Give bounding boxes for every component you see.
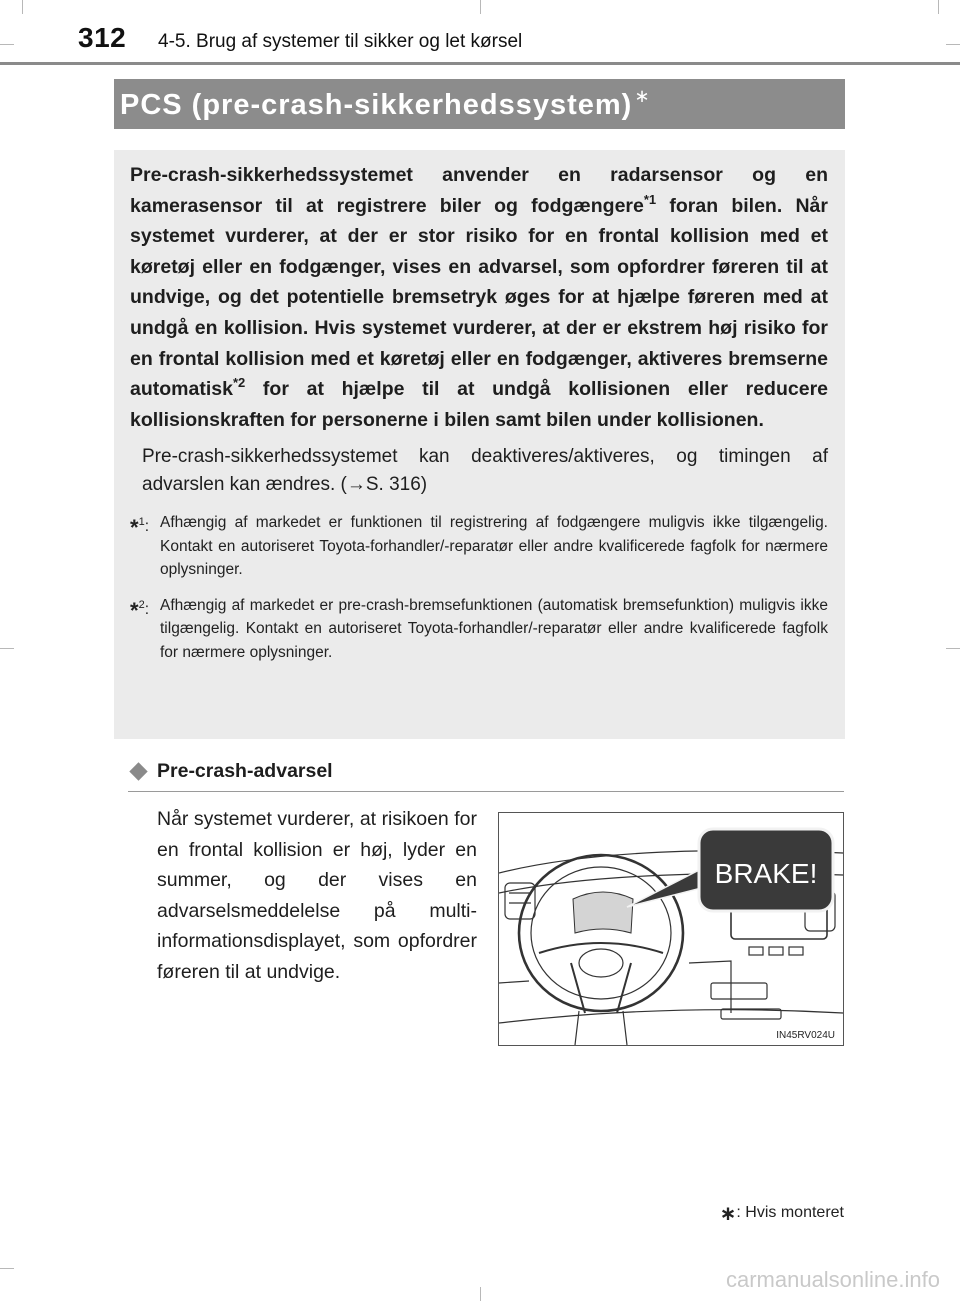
diamond-icon [129, 762, 147, 780]
footnote-marker [130, 594, 160, 665]
crop-mark [22, 0, 23, 14]
section-body: Når systemet vurderer, at risikoen for en frontal kollision er høj, lyder en summer, og der vises en advarselsmeddelelse på multi-informationsdisplayet, som opfordrer føreren til at undvige. [157, 808, 477, 983]
intro-text-3: for at hjælpe til at undgå kollisionen eller reducere kollisionskraften for personerne i bilen samt bilen under kollisionen. [130, 378, 828, 431]
crop-mark [946, 44, 960, 45]
crop-mark [0, 1268, 14, 1269]
footnote-star: * [130, 515, 139, 541]
footnote-marker [130, 511, 160, 582]
footnote-1 [130, 511, 828, 582]
info-box [114, 150, 845, 739]
dashboard-illustration [498, 812, 844, 1046]
footnote-number: 2 [138, 598, 145, 611]
section-heading [128, 760, 844, 792]
installation-note [720, 1201, 844, 1226]
intro-paragraph [130, 160, 828, 435]
page-title [114, 79, 845, 129]
page-number: 312 [78, 22, 127, 53]
footnote-2 [130, 594, 828, 665]
footnote-star: * [130, 597, 139, 623]
crop-mark [480, 1287, 481, 1301]
multi-info-display [573, 892, 633, 933]
crop-mark [946, 648, 960, 649]
crop-mark [938, 0, 939, 14]
section-heading-text: Pre-crash-advarsel [157, 760, 333, 782]
crop-mark [0, 44, 14, 45]
asterisk-marker: ∗ [634, 86, 651, 106]
crop-mark [0, 648, 14, 649]
footnote-colon: : [144, 518, 149, 536]
footnote-text: Afhængig af markedet er funktionen til registrering af fodgængere muligvis ikke tilgængelig. Kontakt en autoriseret Toyota-forhandler/-reparatør eller andre kvalificerede fagfolk for nærmere oplysninger. [160, 514, 828, 579]
settings-note: Pre-crash-sikkerhedssystemet kan deaktiveres/aktiveres, og timingen af advarslen kan ændres. (→S. 316) [142, 446, 828, 496]
asterisk-marker: ∗ [719, 1203, 737, 1225]
footnote-number: 1 [138, 516, 145, 529]
footnote-text: Afhængig af markedet er pre-crash-bremsefunktionen (automatisk bremsefunktion) muligvis ikke tilgængelig. Kontakt en autoriseret Toyota-forhandler/-reparatør eller andre kvalificerede fagfolk for nærmere oplysninger. [160, 596, 828, 661]
brake-warning-label: BRAKE! [714, 858, 818, 889]
footnote-ref-1: *1 [643, 191, 657, 207]
running-header: 4-5. Brug af systemer til sikker og let kørsel [158, 31, 523, 52]
footnote-ref-2: *2 [232, 375, 246, 391]
header-rule [0, 62, 960, 65]
installation-note-text: : Hvis monteret [736, 1204, 844, 1221]
watermark: carmanualsonline.info [725, 1267, 940, 1292]
intro-text-1: Pre-crash-sikkerhedssystemet anvender en radarsensor og en kamerasensor til at registrere biler og fodgængere [130, 164, 828, 217]
crop-mark [480, 0, 481, 14]
intro-text-2: foran bilen. Når systemet vurderer, at der er stor risiko for en frontal kollision med et køretøj eller en fodgænger, vises en advarsel, som opfordrer føreren til at undvige, og det potentielle bremsetryk øges for at hjælpe føreren med at undgå en kollision. Hvis systemet vurderer, at der er ekstrem høj risiko for en frontal kollision med et køretøj eller en fodgænger, aktiveres bremserne automatisk [130, 194, 828, 401]
page-title-text: PCS (pre-crash-sikkerhedssystem) [120, 89, 633, 121]
dashboard-drawing [499, 813, 843, 1045]
figure-code: IN45RV024U [776, 1030, 835, 1041]
footnote-colon: : [144, 600, 149, 618]
